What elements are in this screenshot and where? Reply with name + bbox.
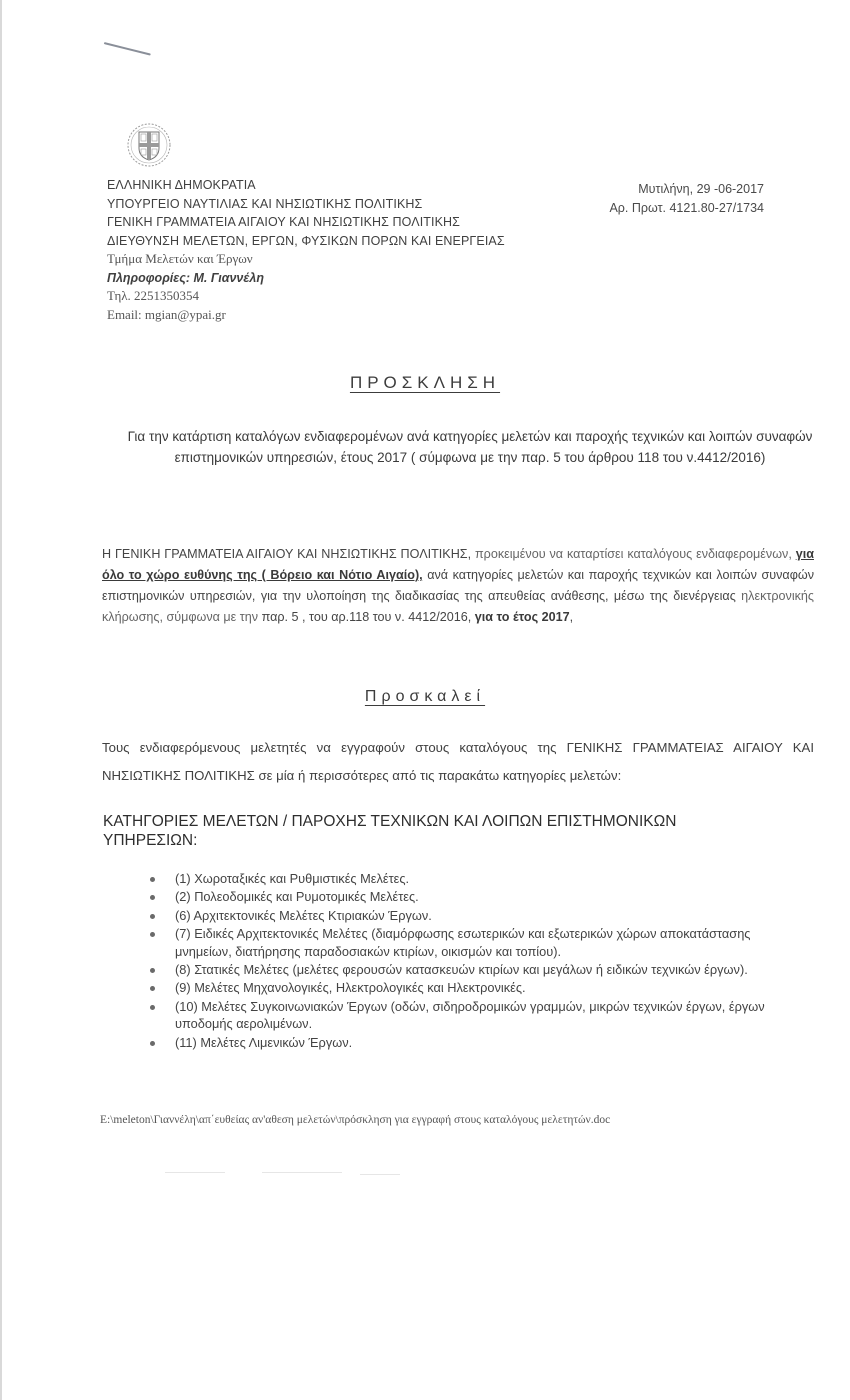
document-title-text: ΠΡΟΣΚΛΗΣΗ <box>349 373 501 392</box>
bullet-icon <box>150 986 155 991</box>
category-text: (10) Μελέτες Συγκοινωνιακών Έργων (οδών, σιδηροδρομικών γραμμών, μικρών τεχνικών έργων, έργων υποδομής αερολιμένων. <box>175 998 765 1032</box>
category-item <box>150 925 800 961</box>
intro-part-2: προκειμένου να καταρτίσει καταλόγους ενδιαφερομένων, <box>474 547 796 561</box>
document-title <box>0 373 850 393</box>
org-line-directorate: ΔΙΕΥΘΥΝΣΗ ΜΕΛΕΤΩΝ, ΕΡΓΩΝ, ΦΥΣΙΚΩΝ ΠΟΡΩΝ ΚΑΙ ΕΝΕΡΓΕΙΑΣ <box>107 233 505 248</box>
intro-part-1: Η ΓΕΝΙΚΗ ΓΡΑΜΜΑΤΕΙΑ ΑΙΓΑΙΟΥ ΚΑΙ ΝΗΣΙΩΤΙΚΗΣ ΠΟΛΙΤΙΚΗΣ, <box>102 547 475 561</box>
category-item <box>150 870 800 888</box>
invite-heading-text: Προσκαλεί <box>364 688 486 705</box>
invite-paragraph: Τους ενδιαφερόμενους μελετητές να εγγραφούν στους καταλόγους της ΓΕΝΙΚΗΣ ΓΡΑΜΜΑΤΕΙΑΣ ΑΙΓΑΙΟΥ ΚΑΙ ΝΗΣΙΩΤΙΚΗΣ ΠΟΛΙΤΙΚΗΣ σε μία ή περισσότερες από τις παρακάτω κατηγορίες μελετών: <box>102 740 814 783</box>
bullet-icon <box>150 877 155 882</box>
pen-mark <box>104 42 151 56</box>
category-text: (11) Μελέτες Λιμενικών Έργων. <box>175 1034 353 1050</box>
bullet-icon <box>150 968 155 973</box>
category-text: (7) Ειδικές Αρχιτεκτονικές Μελέτες (διαμόρφωσης εσωτερικών και εξωτερικών χώρων αποκατάστασης μνημείων, διατήρησης παραδοσιακών κτιρίων, οικισμών και τοπίου). <box>175 925 751 959</box>
intro-part-8: , <box>569 610 574 624</box>
category-item <box>150 907 800 925</box>
place-date: Μυτιλήνη, 29 -06-2017 <box>638 182 764 196</box>
department: Τμήμα Μελετών και Έργων <box>107 251 253 266</box>
document-subtitle: Για την κατάρτιση καταλόγων ενδιαφερομένων ανά κατηγορίες μελετών και παροχής τεχνικών και λοιπών συναφών επιστημονικών υπηρεσιών, έτους 2017 ( σύμφωνα με την παρ. 5 του άρθρου 118 του ν.4412/2016) <box>127 429 813 465</box>
intro-part-4: ανά κατηγορίες μελετών και παροχής τεχνικών και λοιπών συναφών επιστημονικών υπηρεσιών, για την υλοποίηση της διαδικασίας της απευθείας ανάθεσης, μέσω της διενέργειας <box>102 568 814 603</box>
category-text: (9) Μελέτες Μηχανολογικές, Ηλεκτρολογικές και Ηλεκτρονικές. <box>175 980 526 996</box>
date-protocol-block <box>560 180 764 217</box>
greek-state-emblem-icon <box>126 122 172 168</box>
org-line-ministry: ΥΠΟΥΡΓΕΙΟ ΝΑΥΤΙΛΙΑΣ ΚΑΙ ΝΗΣΙΩΤΙΚΗΣ ΠΟΛΙΤΙΚΗΣ <box>107 196 423 211</box>
category-item <box>150 1034 800 1052</box>
sender-block <box>107 176 505 324</box>
categories-heading: ΚΑΤΗΓΟΡΙΕΣ ΜΕΛΕΤΩΝ / ΠΑΡΟΧΗΣ ΤΕΧΝΙΚΩΝ ΚΑΙ ΛΟΙΠΩΝ ΕΠΙΣΤΗΜΟΝΙΚΩΝ ΥΠΗΡΕΣΙΩΝ: <box>103 813 677 849</box>
file-path-footer: E:\meleton\Γιαννέλη\απ΄ευθείας αν'αθεση μελετών\πρόσκληση για εγγραφή στους καταλόγους μελετητών.doc <box>100 1114 611 1126</box>
invite-heading <box>0 688 850 706</box>
category-item <box>150 998 800 1034</box>
contact-person: Πληροφορίες: Μ. Γιαννέλη <box>107 270 264 285</box>
category-text: (1) Χωροταξικές και Ρυθμιστικές Μελέτες. <box>175 871 410 886</box>
org-line-secretariat: ΓΕΝΙΚΗ ΓΡΑΜΜΑΤΕΙΑ ΑΙΓΑΙΟΥ ΚΑΙ ΝΗΣΙΩΤΙΚΗΣ ΠΟΛΙΤΙΚΗΣ <box>107 215 461 229</box>
bullet-icon <box>150 1005 155 1010</box>
category-text: (8) Στατικές Μελέτες (μελέτες φερουσών κατασκευών κτιρίων και μεγάλων ή ειδικών τεχνικών έργων). <box>175 961 748 977</box>
category-item <box>150 979 800 997</box>
bullet-icon <box>150 1041 155 1046</box>
category-item <box>150 961 800 979</box>
bullet-icon <box>150 932 155 937</box>
scan-artifact <box>262 1172 342 1173</box>
scan-artifact <box>360 1174 400 1175</box>
org-line-republic: ΕΛΛΗΝΙΚΗ ΔΗΜΟΚΡΑΤΙΑ <box>107 178 256 192</box>
scan-artifact <box>165 1172 225 1173</box>
intro-part-5: ηλεκτρονικής κλήρωσης, σύμφωνα με την <box>102 589 814 624</box>
intro-part-6: παρ. 5 , του αρ.118 του ν. 4412/2016, <box>258 610 475 624</box>
intro-region-emphasis: για όλο το χώρο ευθύνης της ( Βόρειο και Νότιο Αιγαίο), <box>102 547 814 582</box>
category-item <box>150 888 800 906</box>
bullet-icon <box>150 895 155 900</box>
intro-paragraph <box>102 544 814 628</box>
bullet-icon <box>150 914 155 919</box>
category-text: (2) Πολεοδομικές και Ρυμοτομικές Μελέτες. <box>175 889 419 905</box>
email: Email: mgian@ypai.gr <box>107 306 226 322</box>
categories-list <box>150 870 800 1052</box>
intro-year-emphasis: για το έτος 2017 <box>474 610 570 624</box>
category-text: (6) Αρχιτεκτονικές Μελέτες Κτιριακών Έργων. <box>175 907 432 923</box>
phone: Τηλ. 2251350354 <box>107 288 200 303</box>
protocol-number: Αρ. Πρωτ. 4121.80-27/1734 <box>609 200 764 215</box>
